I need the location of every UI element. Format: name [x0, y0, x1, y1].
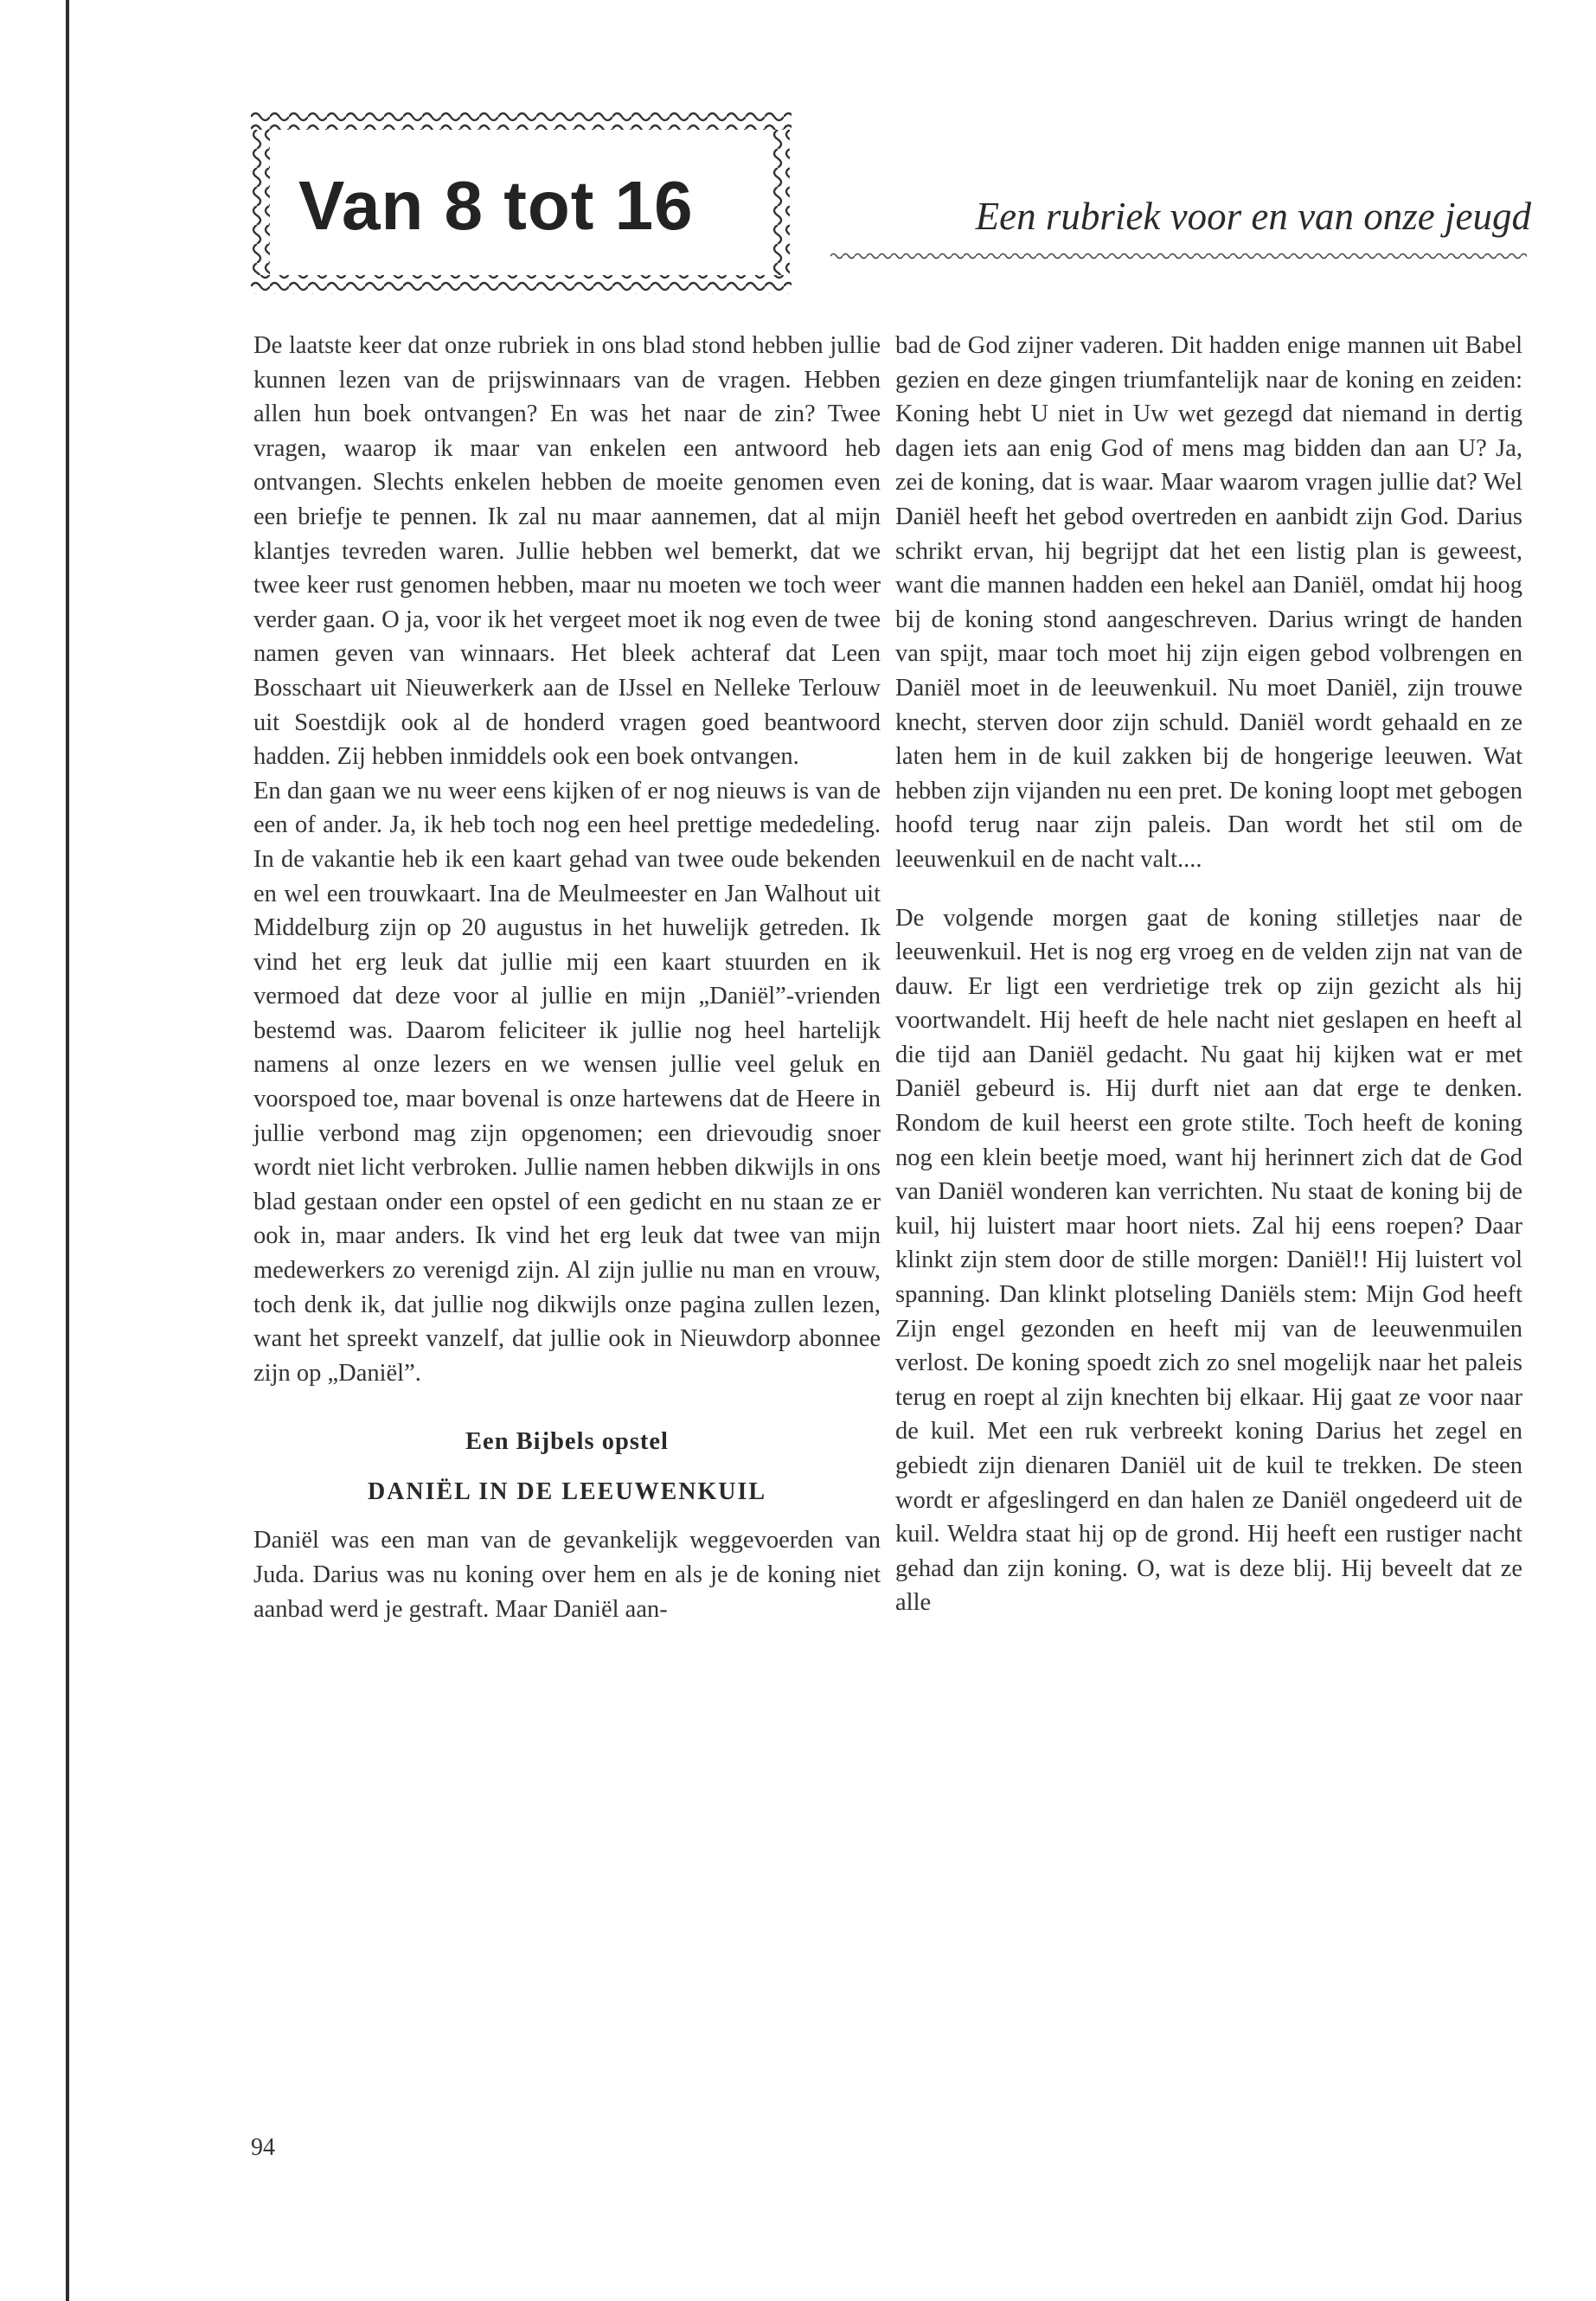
story-paragraph: Daniël was een man van de gevankelijk weggevoerden van Juda. Darius was nu koning over hem en als je de koning niet aanbad werd je gestraft. Maar Daniël aan-	[253, 1527, 881, 1623]
story-morning-paragraph: De volgende morgen gaat de koning stilletjes naar de leeuwenkuil. Het is nog erg vroeg en de velden zijn nat van de dauw. Er ligt een verdrietige trek op zijn gezicht als hij voortwandelt. Hij heeft de hele nacht niet geslapen en heeft al die tijd aan Daniël gedacht. Nu gaat hij kijken wat er met Daniël gebeurd is. Hij durft niet aan dat erge te denken. Rondom de kuil heerst een grote stilte. Toch heeft de koning nog een klein beetje moed, want hij herinnert zich dat de God van Daniël wonderen kan verrichten. Nu staat de koning bij de kuil, hij luistert maar hoort niets. Zal hij eens roepen? Daar klinkt zijn stem door de stille morgen: Daniël!! Hij luistert vol spanning. Dan klinkt plotseling Daniëls stem: Mijn God heeft Zijn engel gezonden en heeft mij van de leeuwenmuilen verlost. De koning spoedt zich zo snel mogelijk naar het paleis terug en roept al zijn knechten bij elkaar. Hij gaat ze voor naar de kuil. Met een ruk verbreekt koning Darius het zegel en gebiedt zijn dienaren Daniël uit de kuil te trekken. De steen wordt er afgeslingerd en dan halen ze Daniël ongedeerd uit de kuil. Weldra staat hij op de grond. Hij heeft een rustiger nacht gehad dan zijn koning. O, wat is deze blij. Hij beveelt dat ze alle	[895, 904, 1522, 1617]
news-paragraph: En dan gaan we nu weer eens kijken of er nog nieuws is van de een of ander. Ja, ik heb toch nog een heel prettige mededeling. In de vakantie heb ik een kaart gehad van twee oude bekenden en wel een trouwkaart. Ina de Meulmeester en Jan Walhout uit Middelburg zijn op 20 augustus in het huwelijk getreden. Ik vind het erg leuk dat jullie mij een kaart stuurden en ik vermoed dat deze voor al jullie en mijn „Daniël”-vrienden bestemd was. Daarom feliciteer ik jullie nog heel hartelijk namens al onze lezers en we wensen jullie veel geluk en voorspoed toe, maar bovenal is onze hartewens dat de Heere in jullie verbond mag zijn opgenomen; een drievoudig snoer wordt niet licht verbroken. Jullie namen hebben dikwijls in ons blad gestaan onder een opstel of een gedicht en nu staan ze er ook in, maar anders. Ik vind het erg leuk dat twee van mijn medewerkers zo verenigd zijn. Al zijn jullie nu man en vrouw, toch denk ik, dat jullie nog dikwijls onze pagina zullen lezen, want het spreekt vanzelf, dat jullie ook in Nieuwdorp abonnee zijn op „Daniël”.	[253, 777, 881, 1387]
left-column	[253, 329, 881, 1626]
story-title: DANIËL IN DE LEEUWENKUIL	[367, 1478, 767, 1506]
wavy-underline	[830, 251, 1527, 261]
rubric-header	[251, 111, 792, 294]
story-continuation-paragraph: bad de God zijner vaderen. Dit hadden enige mannen uit Babel gezien en deze gingen triumfantelijk naar de koning en zeiden: Koning hebt U niet in Uw wet gezegd dat niemand in dertig dagen iets aan enig God of mens mag bidden dan aan U? Ja, zei de koning, dat is waar. Maar waarom vragen jullie dat? Wel Daniël heeft het gebod overtreden en aanbidt zijn God. Darius schrikt ervan, hij begrijpt dat het een listig plan is geweest, want die mannen hadden een hekel aan Daniël, omdat hij hoog bij de koning stond aangeschreven. Darius wringt de handen van spijt, maar toch moet hij zijn eigen gebod volbrengen en Daniël moet in de leeuwenkuil. Nu moet Daniël, zijn trouwe knecht, sterven door zijn schuld. Daniël wordt gehaald en ze laten hem in de kuil zakken bij de hongerige leeuwen. Wat hebben zijn vijanden nu een pret. De koning loopt met gebogen hoofd terug naar zijn paleis. Dan wordt het stil om de leeuwenkuil en de nacht valt....	[895, 332, 1522, 873]
page-number: 94	[251, 2134, 275, 2161]
rubric-title: Van 8 tot 16	[298, 167, 694, 244]
intro-paragraph: De laatste keer dat onze rubriek in ons blad stond hebben jullie kunnen lezen van de prijswinnaars van de vragen. Hebben allen hun boek ontvangen? En was het naar de zin? Twee vragen, waarop ik maar van enkelen een antwoord heb ontvangen. Slechts enkelen hebben de moeite genomen even een briefje te pennen. Ik zal nu maar aannemen, dat al mijn klantjes tevreden waren. Jullie hebben wel bemerkt, dat we twee keer rust genomen hebben, maar nu moeten we toch weer verder gaan. O ja, voor ik het vergeet moet ik nog even de twee namen geven van winnaars. Het bleek achteraf dat Leen Bosschaart uit Nieuwerkerk aan de IJssel en Nelleke Terlouw uit Soestdijk ook al de honderd vragen goed beantwoord hadden. Zij hebben inmiddels ook een boek ontvangen.	[253, 332, 881, 771]
page-edge-line	[66, 0, 69, 2301]
section-heading: Een Bijbels opstel	[465, 1428, 669, 1456]
right-column	[895, 329, 1522, 1620]
rubric-subtitle: Een rubriek voor en van onze jeugd	[975, 195, 1531, 238]
